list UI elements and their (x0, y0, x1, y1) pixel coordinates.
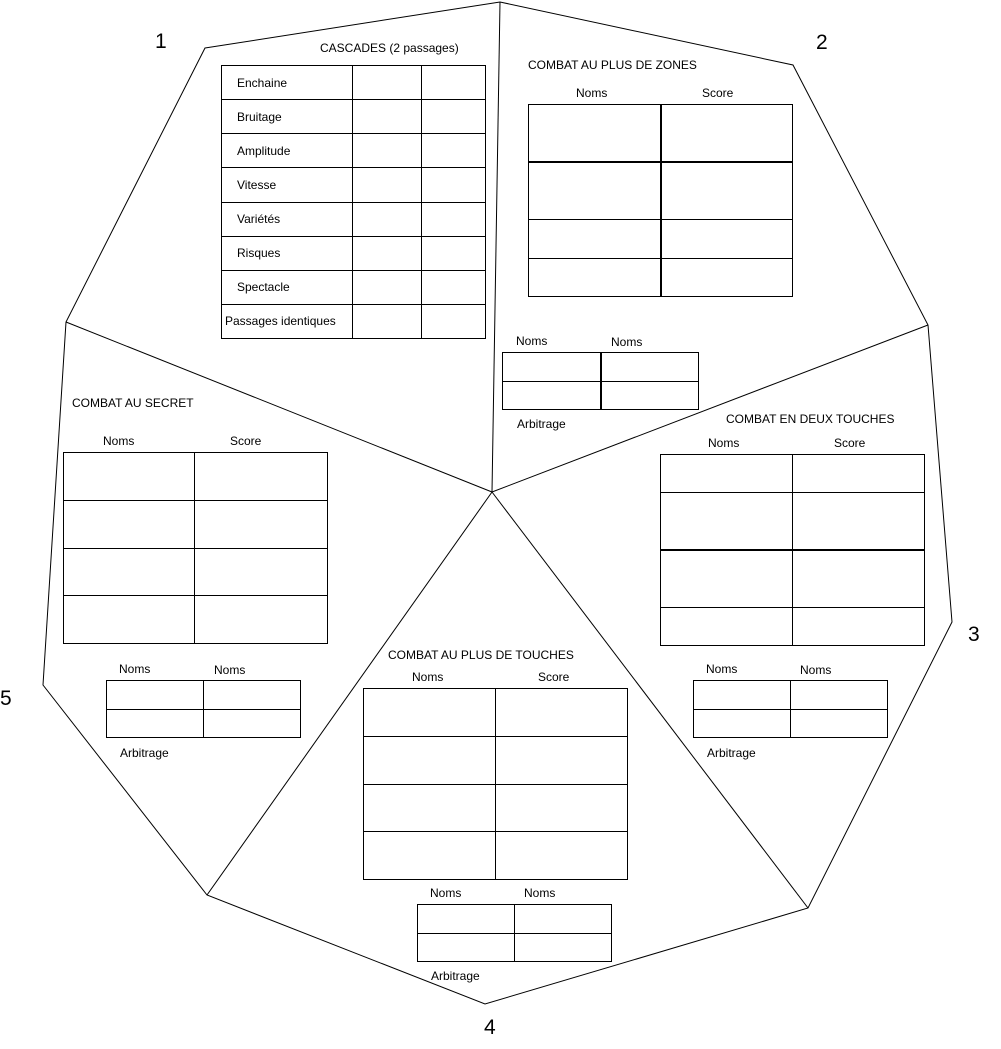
table-row (107, 709, 301, 738)
score-cell[interactable] (496, 832, 628, 880)
name-cell[interactable] (364, 689, 496, 737)
score-cell[interactable] (195, 453, 328, 501)
name-cell[interactable] (661, 550, 793, 607)
score-cell[interactable] (422, 100, 486, 134)
name-cell[interactable] (791, 681, 888, 710)
name-cell[interactable] (364, 832, 496, 880)
name-cell[interactable] (503, 381, 601, 410)
name-cell[interactable] (529, 220, 661, 258)
name-cell[interactable] (364, 736, 496, 784)
score-cell[interactable] (496, 689, 628, 737)
score-cell[interactable] (353, 168, 422, 202)
name-cell[interactable] (515, 933, 612, 962)
score-cell[interactable] (353, 100, 422, 134)
name-cell[interactable] (694, 681, 791, 710)
table-row (364, 832, 628, 880)
deux-touches-score-table (660, 454, 925, 646)
zones-combat-score-table (528, 104, 793, 297)
plus-touches-col-noms: Noms (412, 670, 444, 684)
score-cell[interactable] (353, 66, 422, 100)
secret-arbitrage-label: Arbitrage (120, 746, 169, 760)
score-cell[interactable] (661, 105, 793, 163)
score-cell[interactable] (661, 220, 793, 258)
score-cell[interactable] (422, 236, 486, 270)
divider-line-1-2 (492, 2, 500, 492)
zone-number-2: 2 (816, 31, 828, 54)
score-cell[interactable] (793, 455, 925, 493)
score-cell[interactable] (793, 550, 925, 607)
table-row (64, 596, 328, 644)
name-cell[interactable] (529, 105, 661, 163)
table-row (222, 236, 486, 270)
score-cell[interactable] (353, 202, 422, 236)
plus-touches-arbitrage-label: Arbitrage (431, 969, 480, 983)
table-row (222, 100, 486, 134)
table-row (661, 493, 925, 550)
name-cell[interactable] (364, 784, 496, 832)
secret-arb-noms-2: Noms (214, 663, 246, 677)
score-cell[interactable] (195, 596, 328, 644)
plus-touches-arbitrage-table (417, 904, 612, 962)
secret-col-noms: Noms (103, 434, 135, 448)
zones-combat-col-noms: Noms (576, 86, 608, 100)
score-cell[interactable] (496, 784, 628, 832)
score-cell[interactable] (353, 270, 422, 304)
deux-touches-arb-noms-2: Noms (800, 663, 832, 677)
secret-arb-noms-1: Noms (119, 662, 151, 676)
score-cell[interactable] (422, 304, 486, 338)
table-row (661, 550, 925, 607)
table-row (503, 381, 699, 410)
table-row (694, 681, 888, 710)
name-cell[interactable] (661, 607, 793, 645)
criterion-risques: Risques (222, 236, 353, 270)
table-row (64, 548, 328, 596)
score-cell[interactable] (496, 736, 628, 784)
table-row (222, 304, 486, 338)
plus-touches-score-table (363, 688, 628, 880)
table-row (661, 607, 925, 645)
table-row (529, 220, 793, 258)
table-row (503, 353, 699, 382)
name-cell[interactable] (107, 681, 204, 710)
name-cell[interactable] (204, 681, 301, 710)
deux-touches-title: COMBAT EN DEUX TOUCHES (726, 412, 895, 426)
plus-touches-arb-noms-2: Noms (524, 886, 556, 900)
criterion-amplitude: Amplitude (222, 134, 353, 168)
deux-touches-arbitrage-table (693, 680, 888, 738)
name-cell[interactable] (64, 596, 195, 644)
table-row (64, 453, 328, 501)
table-row (694, 709, 888, 738)
table-row (222, 202, 486, 236)
table-row (661, 455, 925, 493)
name-cell[interactable] (661, 455, 793, 493)
plus-touches-title: COMBAT AU PLUS DE TOUCHES (388, 648, 574, 662)
table-row (529, 258, 793, 296)
score-cell[interactable] (422, 134, 486, 168)
zones-combat-title: COMBAT AU PLUS DE ZONES (528, 58, 697, 72)
table-row (529, 105, 793, 163)
deux-touches-arb-noms-1: Noms (706, 662, 738, 676)
score-cell[interactable] (793, 607, 925, 645)
name-cell[interactable] (529, 162, 661, 220)
name-cell[interactable] (503, 353, 601, 382)
name-cell[interactable] (529, 258, 661, 296)
table-row (364, 689, 628, 737)
criterion-varietes: Variétés (222, 202, 353, 236)
score-cell[interactable] (195, 548, 328, 596)
deux-touches-col-score: Score (834, 436, 866, 450)
cascades-title: CASCADES (2 passages) (320, 41, 459, 55)
zones-combat-arbitrage-label: Arbitrage (517, 417, 566, 431)
table-row (364, 784, 628, 832)
score-cell[interactable] (422, 202, 486, 236)
zone-number-4: 4 (484, 1016, 496, 1039)
criterion-passages-identiques: Passages identiques (222, 304, 353, 338)
criterion-enchaine: Enchaine (222, 66, 353, 100)
secret-title: COMBAT AU SECRET (72, 396, 194, 410)
name-cell[interactable] (515, 905, 612, 934)
table-row (222, 270, 486, 304)
table-row (222, 168, 486, 202)
zone-number-3: 3 (968, 623, 980, 646)
table-row (107, 681, 301, 710)
name-cell[interactable] (418, 933, 515, 962)
zones-combat-col-score: Score (702, 86, 734, 100)
cascades-score-table (221, 65, 486, 339)
zones-combat-arbitrage-table (502, 352, 699, 410)
zones-combat-arb-noms-1: Noms (516, 334, 548, 348)
score-cell[interactable] (353, 236, 422, 270)
score-cell[interactable] (353, 304, 422, 338)
score-cell[interactable] (793, 493, 925, 550)
name-cell[interactable] (64, 453, 195, 501)
secret-col-score: Score (230, 434, 262, 448)
deux-touches-arbitrage-label: Arbitrage (707, 746, 756, 760)
name-cell[interactable] (661, 493, 793, 550)
name-cell[interactable] (791, 709, 888, 738)
score-cell[interactable] (195, 500, 328, 548)
zone-number-5: 5 (0, 687, 12, 710)
table-row (418, 905, 612, 934)
secret-score-table (63, 452, 328, 644)
table-row (222, 66, 486, 100)
score-cell[interactable] (422, 270, 486, 304)
criterion-vitesse: Vitesse (222, 168, 353, 202)
name-cell[interactable] (107, 709, 204, 738)
score-cell[interactable] (422, 168, 486, 202)
zone-number-1: 1 (155, 30, 167, 53)
name-cell[interactable] (601, 353, 699, 382)
zones-combat-arb-noms-2: Noms (611, 335, 643, 349)
table-row (529, 162, 793, 220)
name-cell[interactable] (64, 500, 195, 548)
criterion-bruitage: Bruitage (222, 100, 353, 134)
plus-touches-arb-noms-1: Noms (430, 886, 462, 900)
score-cell[interactable] (661, 162, 793, 220)
table-row (222, 134, 486, 168)
score-cell[interactable] (661, 258, 793, 296)
criterion-spectacle: Spectacle (222, 270, 353, 304)
name-cell[interactable] (694, 709, 791, 738)
deux-touches-col-noms: Noms (708, 436, 740, 450)
name-cell[interactable] (601, 381, 699, 410)
name-cell[interactable] (204, 709, 301, 738)
secret-arbitrage-table (106, 680, 301, 738)
score-cell[interactable] (422, 66, 486, 100)
table-row (418, 933, 612, 962)
table-row (364, 736, 628, 784)
table-row (64, 500, 328, 548)
name-cell[interactable] (64, 548, 195, 596)
score-cell[interactable] (353, 134, 422, 168)
plus-touches-col-score: Score (538, 670, 570, 684)
name-cell[interactable] (418, 905, 515, 934)
